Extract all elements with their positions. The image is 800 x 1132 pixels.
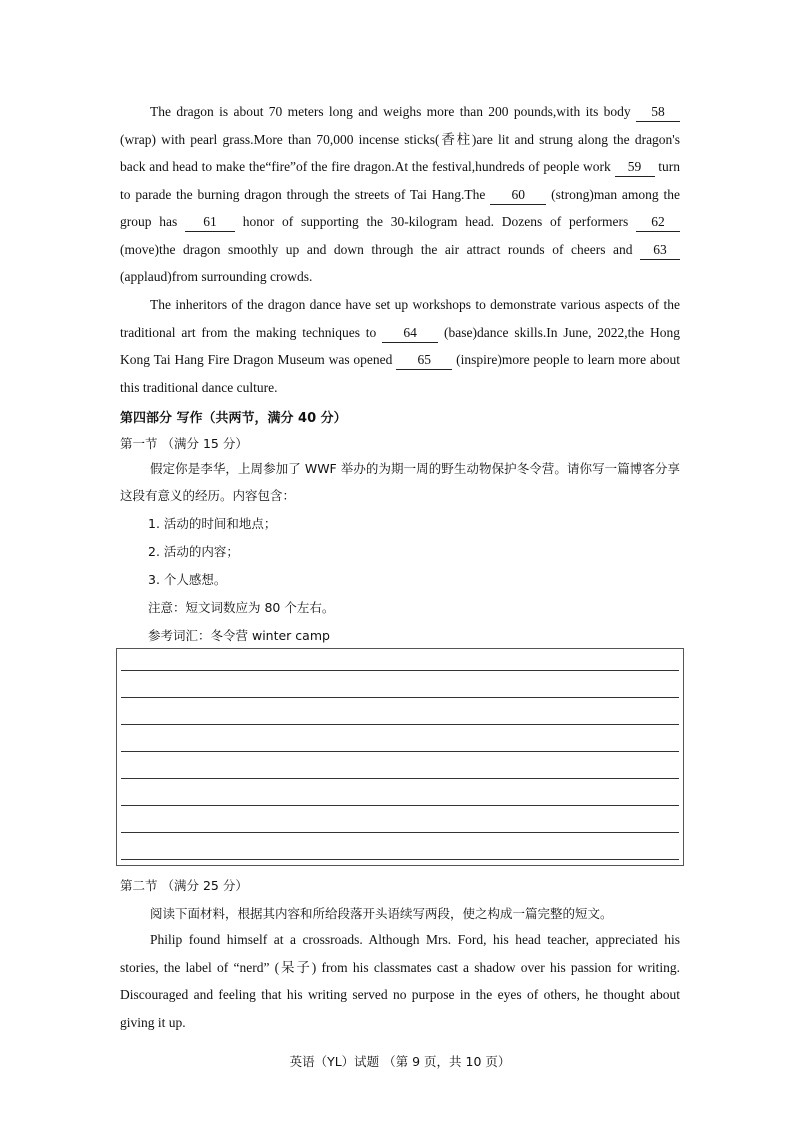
section2-title: 第二节 （满分 25 分） — [120, 878, 248, 893]
section2-instruction: 阅读下面材料，根据其内容和所给段落开头语续写两段，使之构成一篇完整的短文。 — [150, 906, 613, 921]
blank-60[interactable]: 60 — [490, 186, 546, 205]
section2-passage: Philip found himself at a crossroads. Although Mrs. Ford, his head teacher, appreciated his stories, the label of “nerd” (呆子) from his classmates cast a shadow over his passion for writing. Discouraged and feeling that his writing served no purpose in the eyes of others, he thought about giving it up. — [120, 932, 680, 1030]
answer-line-1 — [121, 670, 679, 671]
page-footer: 英语（YL）试题 （第 9 页，共 10 页） — [289, 1054, 511, 1069]
answer-line-2 — [121, 697, 679, 698]
blank-62[interactable]: 62 — [636, 213, 680, 232]
blank-58[interactable]: 58 — [636, 103, 680, 122]
section1-vocab: 参考词汇：冬令营 winter camp — [148, 628, 330, 643]
passage-paragraph-1: The dragon is about 70 meters long and weighs more than 200 pounds,with its body 58 (wrap) with pearl grass.More than 70,000 incense sticks(香柱)are lit and strung along the dragon's back and head to make the“fire”of the fire dragon.At the festival,hundreds of people work 59 turn to parade the burning dragon through the streets of Tai Hang.The 60 (strong)man among the group has 61 honor of supporting the 30-kilogram head. Dozens of performers 62 (move)the dragon smoothly up and down through the air attract rounds of cheers and 63 (applaud)from surrounding crowds. — [120, 104, 681, 284]
answer-line-6 — [121, 805, 679, 806]
part4-heading: 第四部分 写作（共两节，满分 40 分） — [120, 411, 347, 426]
section1-item-3: 3. 个人感想。 — [148, 572, 227, 587]
section1-prompt: 假定你是李华，上周参加了 WWF 举办的为期一周的野生动物保护冬令营。请你写一篇博客分享这段有意义的经历。内容包含： — [120, 461, 680, 503]
answer-line-4 — [121, 751, 679, 752]
blank-63[interactable]: 63 — [640, 241, 680, 260]
blank-61[interactable]: 61 — [185, 213, 235, 232]
answer-line-7 — [121, 832, 679, 833]
answer-line-8 — [121, 859, 679, 860]
answer-line-3 — [121, 724, 679, 725]
answer-line-5 — [121, 778, 679, 779]
section1-item-2: 2. 活动的内容； — [148, 544, 239, 559]
section1-item-1: 1. 活动的时间和地点； — [148, 516, 277, 531]
passage-paragraph-2: The inheritors of the dragon dance have set up workshops to demonstrate various aspects of the traditional art from the making techniques to 64 (base)dance skills.In June, 2022,the Hong Kong Tai Hang Fire Dragon Museum was opened 65 (inspire)more people to learn more about this traditional dance culture. — [120, 297, 681, 395]
section1-title: 第一节 （满分 15 分） — [120, 436, 248, 451]
blank-64[interactable]: 64 — [382, 324, 438, 343]
blank-65[interactable]: 65 — [396, 351, 452, 370]
section1-note: 注意：短文词数应为 80 个左右。 — [148, 600, 335, 615]
answer-writing-box[interactable] — [116, 648, 684, 866]
blank-59[interactable]: 59 — [615, 158, 655, 177]
